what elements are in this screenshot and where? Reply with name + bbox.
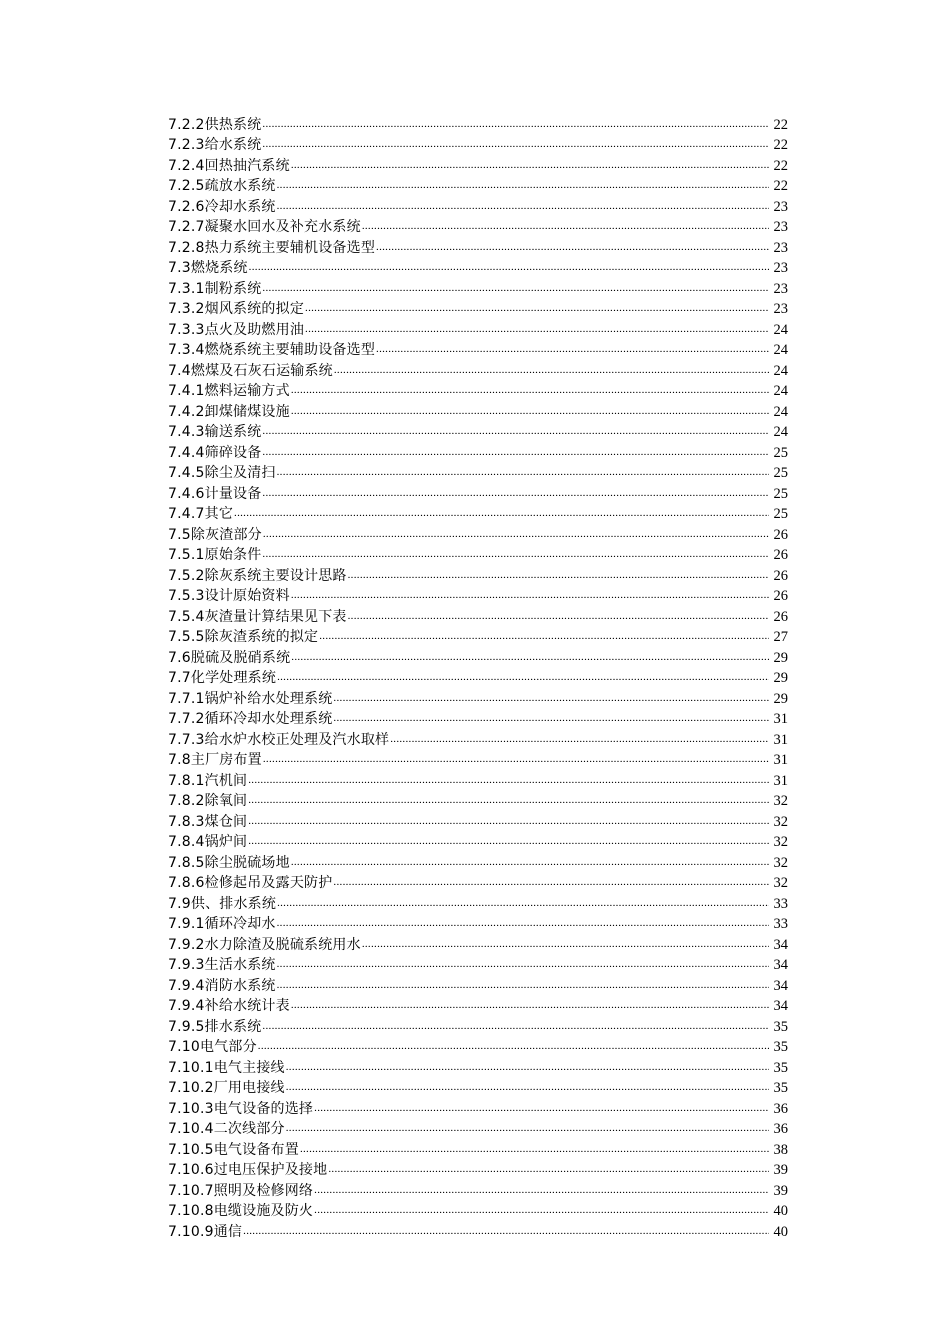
toc-entry-title: 7.6脱硫及脱硝系统 xyxy=(168,649,291,666)
toc-entry-title: 7.5.5除灰渣系统的拟定 xyxy=(168,629,319,645)
toc-entry[interactable] xyxy=(168,1221,788,1242)
toc-dot-leader xyxy=(291,586,769,606)
toc-dot-leader xyxy=(277,914,769,934)
toc-entry-title: 7.3.4燃烧系统主要辅助设备选型 xyxy=(168,342,376,358)
toc-entry-title: 7.2.5疏放水系统 xyxy=(168,178,276,194)
toc-dot-leader xyxy=(262,135,769,155)
toc-entry-page-number: 23 xyxy=(773,301,788,317)
toc-dot-leader xyxy=(262,443,769,463)
toc-entry-page-number: 23 xyxy=(773,280,788,297)
toc-dot-leader xyxy=(286,1078,769,1098)
toc-dot-leader xyxy=(362,935,769,955)
toc-entry-title: 7.10.1电气主接线 xyxy=(168,1059,285,1076)
toc-entry-title: 7.2.8热力系统主要辅机设备选型 xyxy=(168,239,376,256)
toc-entry[interactable] xyxy=(168,606,788,627)
toc-entry-page-number: 39 xyxy=(773,1182,788,1199)
toc-entry[interactable] xyxy=(168,196,788,217)
toc-dot-leader xyxy=(234,504,769,524)
toc-dot-leader xyxy=(277,176,769,196)
toc-entry-page-number: 33 xyxy=(773,895,788,912)
toc-entry-page-number: 31 xyxy=(773,772,788,789)
toc-dot-leader xyxy=(291,648,769,668)
toc-entry[interactable] xyxy=(168,709,788,730)
toc-entry-title: 7.10.4二次线部分 xyxy=(168,1121,285,1137)
toc-entry[interactable] xyxy=(168,914,788,935)
toc-dot-leader xyxy=(248,832,769,852)
toc-dot-leader xyxy=(277,955,769,975)
toc-entry-title: 7.3.2烟风系统的拟定 xyxy=(168,301,305,317)
toc-entry-page-number: 31 xyxy=(773,731,788,748)
toc-entry[interactable] xyxy=(168,299,788,320)
toc-dot-leader xyxy=(248,812,769,832)
toc-entry-page-number: 22 xyxy=(773,137,788,153)
toc-dot-leader xyxy=(305,320,769,340)
toc-entry-title: 7.4.2卸煤储煤设施 xyxy=(168,403,290,420)
toc-entry-title: 7.3燃烧系统 xyxy=(168,260,248,276)
toc-entry[interactable] xyxy=(168,852,788,873)
toc-entry-title: 7.9.3生活水系统 xyxy=(168,957,276,973)
toc-dot-leader xyxy=(262,115,769,135)
toc-entry[interactable] xyxy=(168,155,788,176)
toc-dot-leader xyxy=(300,1140,769,1160)
toc-entry-title: 7.5.1原始条件 xyxy=(168,547,262,563)
toc-entry[interactable] xyxy=(168,565,788,586)
toc-entry[interactable] xyxy=(168,1160,788,1181)
toc-entry-title: 7.5除灰渣部分 xyxy=(168,526,262,543)
toc-entry-title: 7.8.6检修起吊及露天防护 xyxy=(168,875,333,891)
toc-dot-leader xyxy=(262,279,769,299)
toc-entry-page-number: 34 xyxy=(773,936,788,953)
toc-entry-page-number: 22 xyxy=(773,116,788,133)
toc-entry[interactable] xyxy=(168,237,788,258)
toc-dot-leader xyxy=(277,976,769,996)
toc-entry-page-number: 25 xyxy=(773,444,788,461)
toc-entry[interactable] xyxy=(168,504,788,525)
toc-entry-title: 7.2.3给水系统 xyxy=(168,137,262,153)
toc-entry[interactable] xyxy=(168,586,788,607)
toc-entry-page-number: 24 xyxy=(773,362,788,379)
toc-entry-page-number: 24 xyxy=(773,321,788,338)
toc-entry-page-number: 24 xyxy=(773,403,788,420)
toc-dot-leader xyxy=(277,668,769,688)
toc-entry-page-number: 35 xyxy=(773,1039,788,1055)
toc-entry-page-number: 25 xyxy=(773,506,788,522)
toc-entry-page-number: 35 xyxy=(773,1059,788,1076)
toc-dot-leader xyxy=(277,463,769,483)
toc-entry-title: 7.8.5除尘脱硫场地 xyxy=(168,854,290,871)
toc-entry-title: 7.3.1制粉系统 xyxy=(168,280,262,297)
toc-dot-leader xyxy=(262,1017,769,1037)
toc-dot-leader xyxy=(376,340,769,360)
toc-entry-title: 7.3.3点火及助燃用油 xyxy=(168,321,305,338)
toc-entry-page-number: 27 xyxy=(773,629,788,645)
toc-entry-page-number: 35 xyxy=(773,1080,788,1096)
toc-entry[interactable] xyxy=(168,791,788,812)
toc-dot-leader xyxy=(390,730,769,750)
toc-entry-page-number: 31 xyxy=(773,752,788,768)
toc-entry-title: 7.5.3设计原始资料 xyxy=(168,588,290,604)
toc-entry-title: 7.5.2除灰系统主要设计思路 xyxy=(168,567,347,584)
toc-dot-leader xyxy=(333,873,769,893)
toc-entry-page-number: 32 xyxy=(773,854,788,871)
toc-entry-title: 7.4.6计量设备 xyxy=(168,485,262,502)
toc-entry[interactable] xyxy=(168,1037,788,1058)
toc-entry-title: 7.9.5排水系统 xyxy=(168,1018,262,1035)
toc-entry[interactable] xyxy=(168,729,788,750)
toc-dot-leader xyxy=(333,709,769,729)
toc-dot-leader xyxy=(243,1222,769,1242)
toc-entry-page-number: 40 xyxy=(773,1223,788,1240)
toc-entry-page-number: 26 xyxy=(773,526,788,543)
toc-dot-leader xyxy=(314,1099,769,1119)
toc-entry-title: 7.10.3电气设备的选择 xyxy=(168,1100,314,1117)
toc-dot-leader xyxy=(262,484,769,504)
toc-entry[interactable] xyxy=(168,627,788,648)
toc-entry[interactable] xyxy=(168,483,788,504)
toc-entry-title: 7.10.5电气设备布置 xyxy=(168,1141,299,1158)
toc-entry-page-number: 26 xyxy=(773,608,788,625)
toc-entry-page-number: 24 xyxy=(773,424,788,440)
toc-entry-title: 7.9供、排水系统 xyxy=(168,895,277,912)
toc-entry[interactable] xyxy=(168,217,788,238)
toc-entry-title: 7.5.4灰渣量计算结果见下表 xyxy=(168,608,347,625)
toc-dot-leader xyxy=(362,217,769,237)
toc-entry[interactable] xyxy=(168,545,788,566)
toc-dot-leader xyxy=(291,381,769,401)
toc-entry-page-number: 35 xyxy=(773,1018,788,1035)
toc-entry[interactable] xyxy=(168,811,788,832)
toc-entry-title: 7.8.2除氧间 xyxy=(168,793,248,809)
toc-entry-title: 7.10.7照明及检修网络 xyxy=(168,1182,314,1199)
toc-entry-page-number: 22 xyxy=(773,178,788,194)
toc-entry-title: 7.2.2供热系统 xyxy=(168,116,262,133)
toc-entry-page-number: 26 xyxy=(773,567,788,584)
toc-entry-page-number: 32 xyxy=(773,813,788,830)
toc-entry[interactable] xyxy=(168,688,788,709)
toc-dot-leader xyxy=(263,525,769,545)
toc-entry-page-number: 23 xyxy=(773,260,788,276)
toc-entry-page-number: 40 xyxy=(773,1203,788,1219)
toc-dot-leader xyxy=(258,1037,769,1057)
toc-dot-leader xyxy=(263,750,769,770)
toc-entry[interactable] xyxy=(168,934,788,955)
toc-dot-leader xyxy=(291,853,769,873)
toc-entry-page-number: 33 xyxy=(773,916,788,932)
toc-entry[interactable] xyxy=(168,258,788,279)
toc-entry-page-number: 23 xyxy=(773,198,788,215)
toc-entry[interactable] xyxy=(168,996,788,1017)
toc-dot-leader xyxy=(248,791,769,811)
toc-entry-page-number: 26 xyxy=(773,547,788,563)
toc-entry-title: 7.10.2厂用电接线 xyxy=(168,1080,285,1096)
toc-entry-title: 7.8主厂房布置 xyxy=(168,752,262,768)
toc-entry-title: 7.10.8电缆设施及防火 xyxy=(168,1203,314,1219)
toc-entry[interactable] xyxy=(168,1016,788,1037)
toc-entry-page-number: 22 xyxy=(773,157,788,174)
toc-entry[interactable] xyxy=(168,1057,788,1078)
toc-entry-page-number: 23 xyxy=(773,219,788,235)
toc-entry-page-number: 36 xyxy=(773,1100,788,1117)
toc-dot-leader xyxy=(333,689,769,709)
toc-entry-page-number: 39 xyxy=(773,1162,788,1178)
toc-dot-leader xyxy=(248,771,769,791)
toc-entry[interactable] xyxy=(168,893,788,914)
toc-entry[interactable] xyxy=(168,975,788,996)
toc-entry-page-number: 29 xyxy=(773,690,788,707)
toc-entry-title: 7.9.4消防水系统 xyxy=(168,977,276,994)
toc-entry-page-number: 24 xyxy=(773,383,788,399)
toc-entry-title: 7.9.1循环冷却水 xyxy=(168,916,276,932)
toc-dot-leader xyxy=(319,627,769,647)
toc-dot-leader xyxy=(262,422,769,442)
toc-dot-leader xyxy=(249,258,769,278)
toc-entry[interactable] xyxy=(168,135,788,156)
toc-dot-leader xyxy=(376,238,769,258)
toc-entry[interactable] xyxy=(168,1098,788,1119)
toc-entry[interactable] xyxy=(168,955,788,976)
toc-entry-page-number: 36 xyxy=(773,1121,788,1137)
toc-entry-title: 7.4.7其它 xyxy=(168,506,234,522)
toc-entry-title: 7.10.6过电压保护及接地 xyxy=(168,1162,328,1178)
toc-entry[interactable] xyxy=(168,114,788,135)
toc-entry[interactable] xyxy=(168,750,788,771)
toc-entry-title: 7.7.1锅炉补给水处理系统 xyxy=(168,690,333,707)
toc-dot-leader xyxy=(262,545,769,565)
toc-entry-page-number: 31 xyxy=(773,711,788,727)
toc-entry-page-number: 32 xyxy=(773,834,788,850)
toc-entry-page-number: 24 xyxy=(773,342,788,358)
toc-dot-leader xyxy=(277,197,769,217)
toc-dot-leader xyxy=(348,566,769,586)
toc-entry[interactable] xyxy=(168,463,788,484)
toc-entry[interactable] xyxy=(168,360,788,381)
toc-entry-page-number: 29 xyxy=(773,649,788,666)
toc-entry[interactable] xyxy=(168,381,788,402)
toc-entry-title: 7.4.1燃料运输方式 xyxy=(168,383,290,399)
toc-entry-title: 7.10.9通信 xyxy=(168,1223,243,1240)
toc-entry-page-number: 34 xyxy=(773,957,788,973)
toc-entry-title: 7.7.3给水炉水校正处理及汽水取样 xyxy=(168,731,390,748)
toc-dot-leader xyxy=(314,1181,769,1201)
toc-entry-page-number: 26 xyxy=(773,588,788,604)
toc-entry-title: 7.8.3煤仓间 xyxy=(168,813,248,830)
toc-entry-title: 7.7.2循环冷却水处理系统 xyxy=(168,711,333,727)
toc-dot-leader xyxy=(291,402,769,422)
toc-dot-leader xyxy=(334,361,769,381)
toc-entry-title: 7.9.2水力除渣及脱硫系统用水 xyxy=(168,936,361,953)
toc-entry[interactable] xyxy=(168,647,788,668)
toc-dot-leader xyxy=(328,1160,769,1180)
toc-entry[interactable] xyxy=(168,319,788,340)
toc-entry-title: 7.2.6冷却水系统 xyxy=(168,198,276,215)
toc-entry[interactable] xyxy=(168,524,788,545)
toc-entry-page-number: 32 xyxy=(773,793,788,809)
toc-dot-leader xyxy=(291,996,769,1016)
toc-entry-page-number: 29 xyxy=(773,670,788,686)
toc-entry[interactable] xyxy=(168,1201,788,1222)
toc-entry[interactable] xyxy=(168,422,788,443)
toc-entry[interactable] xyxy=(168,1139,788,1160)
toc-entry[interactable] xyxy=(168,770,788,791)
toc-entry[interactable] xyxy=(168,832,788,853)
toc-entry-page-number: 34 xyxy=(773,977,788,994)
toc-entry-page-number: 34 xyxy=(773,998,788,1014)
toc-entry[interactable] xyxy=(168,278,788,299)
toc-entry[interactable] xyxy=(168,668,788,689)
toc-entry-title: 7.2.7凝聚水回水及补充水系统 xyxy=(168,219,361,235)
toc-dot-leader xyxy=(286,1058,769,1078)
toc-entry-page-number: 32 xyxy=(773,875,788,891)
toc-entry-title: 7.7化学处理系统 xyxy=(168,670,277,686)
toc-dot-leader xyxy=(277,894,769,914)
toc-entry-title: 7.4.5除尘及清扫 xyxy=(168,465,276,481)
table-of-contents xyxy=(168,114,788,1242)
toc-entry-title: 7.2.4回热抽汽系统 xyxy=(168,157,290,174)
toc-dot-leader xyxy=(314,1201,769,1221)
toc-entry[interactable] xyxy=(168,1180,788,1201)
toc-entry-title: 7.8.4锅炉间 xyxy=(168,834,248,850)
toc-dot-leader xyxy=(291,156,769,176)
toc-entry-title: 7.4燃煤及石灰石运输系统 xyxy=(168,362,333,379)
toc-dot-leader xyxy=(286,1119,769,1139)
toc-entry-page-number: 38 xyxy=(773,1141,788,1158)
toc-entry[interactable] xyxy=(168,1078,788,1099)
toc-entry[interactable] xyxy=(168,442,788,463)
toc-entry[interactable] xyxy=(168,401,788,422)
toc-dot-leader xyxy=(348,607,769,627)
toc-entry[interactable] xyxy=(168,340,788,361)
toc-entry-title: 7.4.4筛碎设备 xyxy=(168,444,262,461)
toc-entry[interactable] xyxy=(168,873,788,894)
toc-entry-page-number: 25 xyxy=(773,465,788,481)
toc-entry[interactable] xyxy=(168,176,788,197)
toc-entry-title: 7.9.4补给水统计表 xyxy=(168,998,290,1014)
toc-entry-page-number: 23 xyxy=(773,239,788,256)
toc-entry[interactable] xyxy=(168,1119,788,1140)
toc-dot-leader xyxy=(305,299,769,319)
toc-entry-page-number: 25 xyxy=(773,485,788,502)
toc-entry-title: 7.4.3输送系统 xyxy=(168,424,262,440)
toc-entry-title: 7.8.1汽机间 xyxy=(168,772,248,789)
toc-entry-title: 7.10电气部分 xyxy=(168,1039,257,1055)
